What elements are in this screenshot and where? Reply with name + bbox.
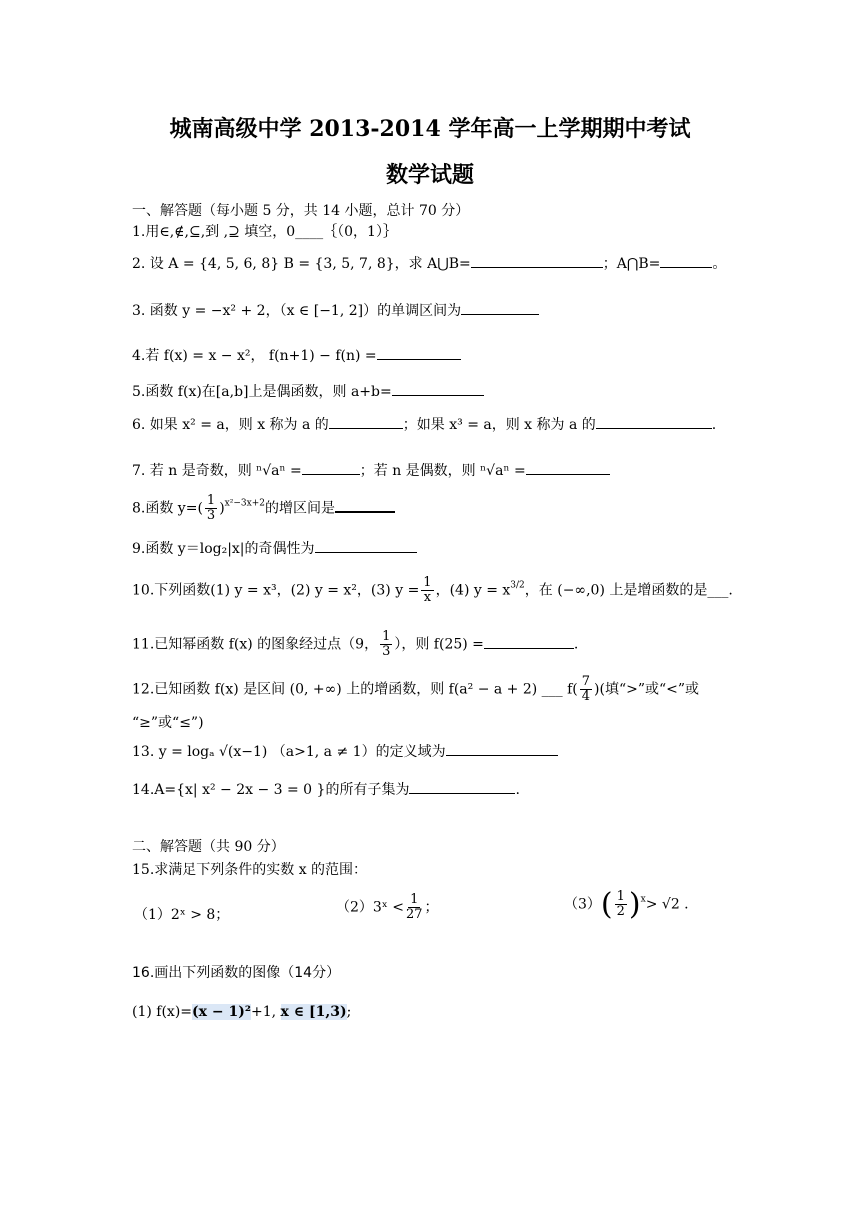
q15-2-text-pre: （2）3ˣ <	[336, 899, 404, 916]
q4-text: 4.若 f(x) = x − x²， f(n+1) − f(n) =	[132, 348, 377, 364]
question-14	[132, 779, 520, 799]
question-8: 8.函数 y=( $\frac{1}{3}$ )$^{x^2-3x+2}$的增区间是	[132, 494, 395, 523]
q7-text-a: 7. 若 n 是奇数，则 ⁿ√aⁿ =	[132, 463, 302, 479]
question-6	[132, 414, 716, 434]
question-15: 15.求满足下列条件的实数 x 的范围：	[132, 862, 368, 878]
q11-end: .	[573, 636, 579, 653]
q6-end: .	[711, 417, 717, 433]
question-10	[132, 576, 733, 605]
q16-1-text-post: ;	[346, 1004, 352, 1020]
q6-blank-a	[329, 416, 403, 429]
q15-3-paren-left: (	[600, 887, 613, 922]
question-12	[132, 675, 699, 704]
q7-blank-b	[526, 462, 610, 475]
q15-3-text-post: > √2 .	[645, 896, 689, 913]
q15-3-numerator: 1	[616, 889, 625, 904]
q8-fraction	[205, 494, 217, 523]
q10-text-mid: ，(4) y = x	[435, 582, 511, 599]
question-3	[132, 300, 539, 320]
q15-2-text-post: ；	[424, 899, 439, 916]
q11-text-pre: 11.已知幂函数 f(x) 的图象经过点（9，	[132, 636, 379, 653]
q14-blank	[409, 781, 515, 794]
question-5	[132, 381, 484, 401]
q2-end: 。	[712, 256, 727, 272]
q12-numerator: 7	[581, 674, 591, 689]
question-15-part1: （1）2ˣ > 8；	[134, 907, 230, 923]
section1-heading: 一、解答题（每小题 5 分，共 14 小题，总计 70 分）	[132, 203, 470, 219]
question-2	[132, 253, 726, 273]
q8-text-pre: 8.函数 y=(	[132, 500, 203, 517]
section2-heading: 二、解答题（共 90 分）	[132, 839, 285, 855]
q10-fraction	[421, 576, 433, 605]
q15-2-numerator: 1	[410, 892, 419, 907]
question-15-part2	[336, 893, 438, 922]
question-9	[132, 538, 417, 558]
q4-blank	[377, 347, 461, 360]
q15-3-text-pre: （3）	[564, 896, 601, 913]
q12-text-post: )(填“>”或“<”或	[594, 681, 700, 698]
q2-blank-union	[471, 255, 603, 268]
q9-text: 9.函数 y＝log₂|x|的奇偶性为	[132, 541, 315, 557]
q11-denominator: 3	[382, 644, 391, 659]
question-12-line2: “≥”或“≤”)	[132, 715, 204, 731]
q8-blank	[335, 499, 395, 513]
q7-blank-a	[302, 462, 360, 475]
q10-text: 10.下列函数(1) y = x³，(2) y = x²，(3) y =	[132, 582, 420, 599]
question-11	[132, 630, 578, 659]
q15-3-paren-right: )	[628, 887, 641, 922]
q15-3-exponent: x	[640, 894, 646, 905]
q15-3-fraction	[615, 890, 627, 919]
q12-denominator: 4	[581, 689, 591, 704]
q7-text-b: ；若 n 是偶数，则 ⁿ√aⁿ =	[359, 463, 526, 479]
q5-blank	[392, 383, 484, 396]
q11-fraction	[380, 630, 392, 659]
q16-1-text-pre: (1) f(x)=	[132, 1004, 193, 1020]
question-16: 16.画出下列函数的图像（14分）	[132, 965, 341, 981]
q8-numerator: 1	[206, 493, 216, 508]
q6-text-b: ；如果 x³ = a，则 x 称为 a 的	[402, 417, 596, 433]
q8-denominator: 3	[206, 508, 216, 523]
q12-text-pre: 12.已知函数 f(x) 是区间 (0, +∞) 上的增函数，则 f(a² − a + 2) ___ f(	[132, 681, 578, 698]
question-16-part1	[132, 1004, 351, 1020]
q14-end: .	[515, 782, 520, 798]
q15-2-denominator: 27	[405, 907, 423, 922]
q11-blank	[484, 636, 574, 649]
question-7	[132, 460, 610, 480]
q13-text: 13. y = logₐ √(x−1) （a>1, a ≠ 1）的定义域为	[132, 744, 446, 760]
question-15-part3	[564, 887, 689, 922]
q16-1-text-mid: +1,	[250, 1004, 281, 1020]
exam-subtitle: 数学试题	[385, 162, 474, 188]
q16-1-highlight-expression: (x − 1)²	[192, 1004, 251, 1020]
q10-exponent: 3/2	[510, 580, 525, 591]
q10-denominator: x	[423, 590, 432, 605]
q12-fraction	[580, 675, 592, 704]
q3-text: 3. 函数 y = −x² + 2，（x ∈ [−1, 2]）的单调区间为	[132, 303, 462, 319]
q10-text-post: ，在 (−∞,0) 上是增函数的是___.	[524, 582, 733, 599]
q5-text: 5.函数 f(x)在[a,b]上是偶函数，则 a+b=	[132, 384, 392, 400]
q16-1-highlight-domain: x ∈ [1,3)	[280, 1004, 347, 1020]
q2-text-a: 2. 设 A = {4, 5, 6, 8} B = {3, 5, 7, 8}，求 A⋃B=	[132, 256, 471, 272]
q3-blank	[461, 302, 539, 315]
q10-numerator: 1	[423, 575, 432, 590]
q9-blank	[315, 540, 417, 553]
q8-exponent: x²−3x+2	[224, 498, 265, 509]
q14-text: 14.A={x| x² − 2x − 3 = 0 }的所有子集为	[132, 782, 410, 798]
question-13	[132, 741, 558, 761]
q15-2-fraction	[406, 893, 423, 922]
q2-blank-intersection	[660, 255, 712, 268]
q2-text-b: ；A⋂B=	[602, 256, 661, 272]
q6-blank-b	[596, 416, 712, 429]
exam-title: 城南高级中学 2013-2014 学年高一上学期期中考试	[169, 116, 691, 142]
q11-text-post: ），则 f(25) =	[394, 636, 484, 653]
q15-3-denominator: 2	[616, 904, 625, 919]
question-1: 1.用∈,∉,⊆,到 ,⊇ 填空，0____｛（0，1）｝	[132, 224, 397, 240]
q13-blank	[446, 743, 558, 756]
q11-numerator: 1	[382, 629, 391, 644]
q8-text-post: 的增区间是	[264, 500, 335, 517]
question-4	[132, 345, 461, 365]
q6-text-a: 6. 如果 x² = a，则 x 称为 a 的	[132, 417, 329, 433]
